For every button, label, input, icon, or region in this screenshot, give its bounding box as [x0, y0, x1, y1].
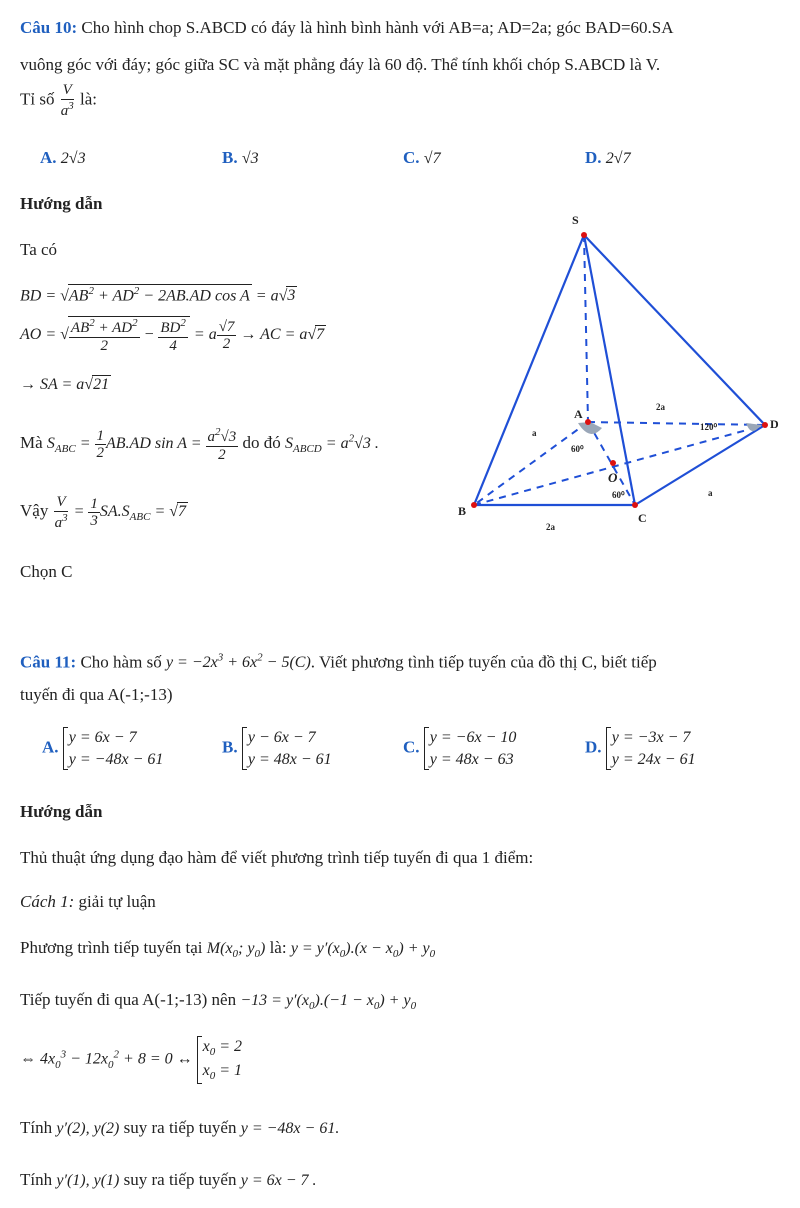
option-label: B.	[222, 737, 238, 757]
word-ma: Mà	[20, 433, 43, 453]
q10-option-b	[222, 148, 259, 168]
tinh-1: Tính y′(2), y(2) suy ra tiếp tuyến y = −48x − 61.	[20, 1118, 340, 1137]
tinh1-suffix: suy ra tiếp tuyến	[123, 1118, 237, 1137]
option-label: A.	[40, 148, 57, 167]
option-value: 2√3	[60, 150, 86, 167]
point-d	[762, 422, 768, 428]
q10-ta-co: Ta có	[20, 240, 58, 259]
option-label: D.	[585, 737, 602, 757]
q11-option-c	[403, 727, 516, 770]
label-angle-a: 60⁰	[571, 444, 584, 454]
point-o	[610, 460, 616, 466]
q11-number: Câu 11:	[20, 652, 77, 672]
q11-text-suffix: . Viết phương tình tiếp tuyến của đồ thị C, biết tiếp	[310, 652, 657, 672]
label-s: S	[572, 213, 579, 227]
option-line: y = 48x − 63	[429, 750, 514, 768]
q10-option-d	[585, 148, 631, 168]
label-d: D	[770, 417, 779, 431]
tangent-through-a: Tiếp tuyến đi qua A(-1;-13) nên $-13 = y'(x_0).(-1 - x_0) + y_0$	[20, 990, 417, 1013]
option-label: D.	[585, 148, 602, 167]
q10-option-a	[40, 148, 86, 168]
word-vay: Vậy	[20, 501, 49, 521]
option-label: C.	[403, 148, 420, 167]
cach1-text: giải tự luận	[78, 892, 156, 911]
q11-guide-title: Hướng dẫn	[20, 802, 103, 821]
option-label: C.	[403, 737, 420, 757]
q11-text-2: tuyến đi qua A(-1;-13)	[20, 685, 173, 704]
option-line: y = 48x − 61	[247, 750, 332, 768]
tangent-equation: Phương trình tiếp tuyến tại $M(x_0$; $y_0$) là: $y = y'(x_0).(x - x_0) + y_0$	[20, 938, 436, 961]
tinh2-prefix: Tính	[20, 1170, 53, 1189]
label-cd-len: a	[708, 488, 713, 498]
q10-ratio-suffix: là:	[79, 89, 97, 109]
q11-option-b	[222, 727, 332, 770]
label-c: C	[638, 511, 647, 525]
option-value: √7	[423, 150, 441, 167]
edge-cd	[635, 425, 765, 505]
cach1-label: Cách 1:	[20, 892, 75, 911]
tinh-2: Tính y′(1), y(1) suy ra tiếp tuyến y = 6x − 7 .	[20, 1170, 317, 1189]
q10-ratio-prefix: Tỉ số	[20, 89, 55, 109]
ratio-fraction: $\frac{V}{a^3}$	[60, 82, 74, 119]
tinh2-suffix: suy ra tiếp tuyến	[123, 1170, 237, 1189]
option-line: y = 6x − 7	[68, 729, 137, 746]
label-ad-len: 2a	[656, 402, 665, 412]
q11-function: $y = -2x^3 + 6x^2 - 5(C)$	[165, 652, 311, 672]
label-o: O	[608, 470, 618, 485]
tinh1-prefix: Tính	[20, 1118, 53, 1137]
pyramid-figure	[450, 210, 790, 540]
label-ab-len: a	[532, 428, 537, 438]
q10-answer: Chọn C	[20, 562, 73, 581]
cubic-solution: ⇔ $4x_0^3 - 12x_0^2 + 8 = 0$ ↔ $x_0 = 2$ $x_0 = 1$	[20, 1038, 243, 1083]
q10-option-c	[403, 148, 441, 168]
q10-text-2: vuông góc với đáy; góc giữa SC và mặt phẳng đáy là 60 độ. Thể tính khối chóp S.ABCD là V.	[20, 55, 661, 74]
q10-line3	[20, 82, 97, 119]
option-value: 2√7	[605, 150, 631, 167]
option-line: y = −3x − 7	[611, 729, 691, 746]
q11-line1	[20, 652, 657, 672]
formula-sa: → SA = a√21	[20, 376, 110, 393]
edge-sb	[474, 235, 584, 505]
pt-prefix: Phương trình tiếp tuyến tại	[20, 938, 203, 957]
edge-ad	[588, 422, 765, 425]
q11-cach1	[20, 892, 156, 912]
option-value: √3	[241, 150, 259, 167]
point-s	[581, 232, 587, 238]
formula-area: Mà $S_{ABC}$ = $\frac{1}{2}$ AB.AD sin A = $\frac{a^2√3}{2}$ do đó $S_{ABCD} = a^2√3$ .	[20, 426, 379, 463]
label-angle-d: 120⁰	[700, 422, 718, 432]
point-c	[632, 502, 638, 508]
q11-option-a	[42, 727, 163, 770]
formula-volume: Vậy $\frac{V}{a^3}$ = $\frac{1}{3}$ $SA.S_{ABC} = √7$	[20, 494, 187, 531]
label-bc-len: 2a	[546, 522, 555, 532]
word-do-do: do đó	[242, 433, 281, 453]
point-b	[471, 502, 477, 508]
formula-bd: BD = $√AB^2 + AD^2 - 2AB.AD$ cos A = a√3	[20, 285, 296, 305]
q10-guide-title: Hướng dẫn	[20, 194, 103, 213]
option-line: y = −48x − 61	[68, 750, 164, 768]
formula-ao: AO = √ $\frac{AB^2 + AD^2}{2}$ − $\frac{BD^2}{4}$ = a $\frac{√7}{2}$ → AC = a√7	[20, 317, 325, 354]
q10-text-1: Cho hình chop S.ABCD có đáy là hình bình hành với AB=a; AD=2a; góc BAD=60.SA	[81, 18, 674, 37]
tt-prefix: Tiếp tuyến đi qua A(-1;-13) nên	[20, 990, 237, 1009]
option-line: y = 24x − 61	[611, 750, 696, 768]
q10-number: Câu 10:	[20, 18, 78, 37]
q11-text-prefix: Cho hàm số	[80, 652, 162, 672]
edge-sa	[584, 235, 588, 422]
label-b: B	[458, 504, 467, 518]
label-angle-c: 60⁰	[612, 490, 625, 500]
option-label: B.	[222, 148, 238, 167]
edge-sd	[584, 235, 765, 425]
label-a: A	[574, 407, 583, 421]
q11-trick: Thủ thuật ứng dụng đạo hàm để viết phương trình tiếp tuyến đi qua 1 điểm:	[20, 848, 534, 867]
option-line: y − 6x − 7	[247, 729, 316, 746]
pt-mid: là:	[269, 938, 287, 957]
option-line: y = −6x − 10	[429, 729, 517, 746]
q10-line1	[20, 18, 674, 38]
q11-option-d	[585, 727, 696, 770]
edge-sc	[584, 235, 635, 505]
point-a	[585, 419, 591, 425]
option-label: A.	[42, 737, 59, 757]
